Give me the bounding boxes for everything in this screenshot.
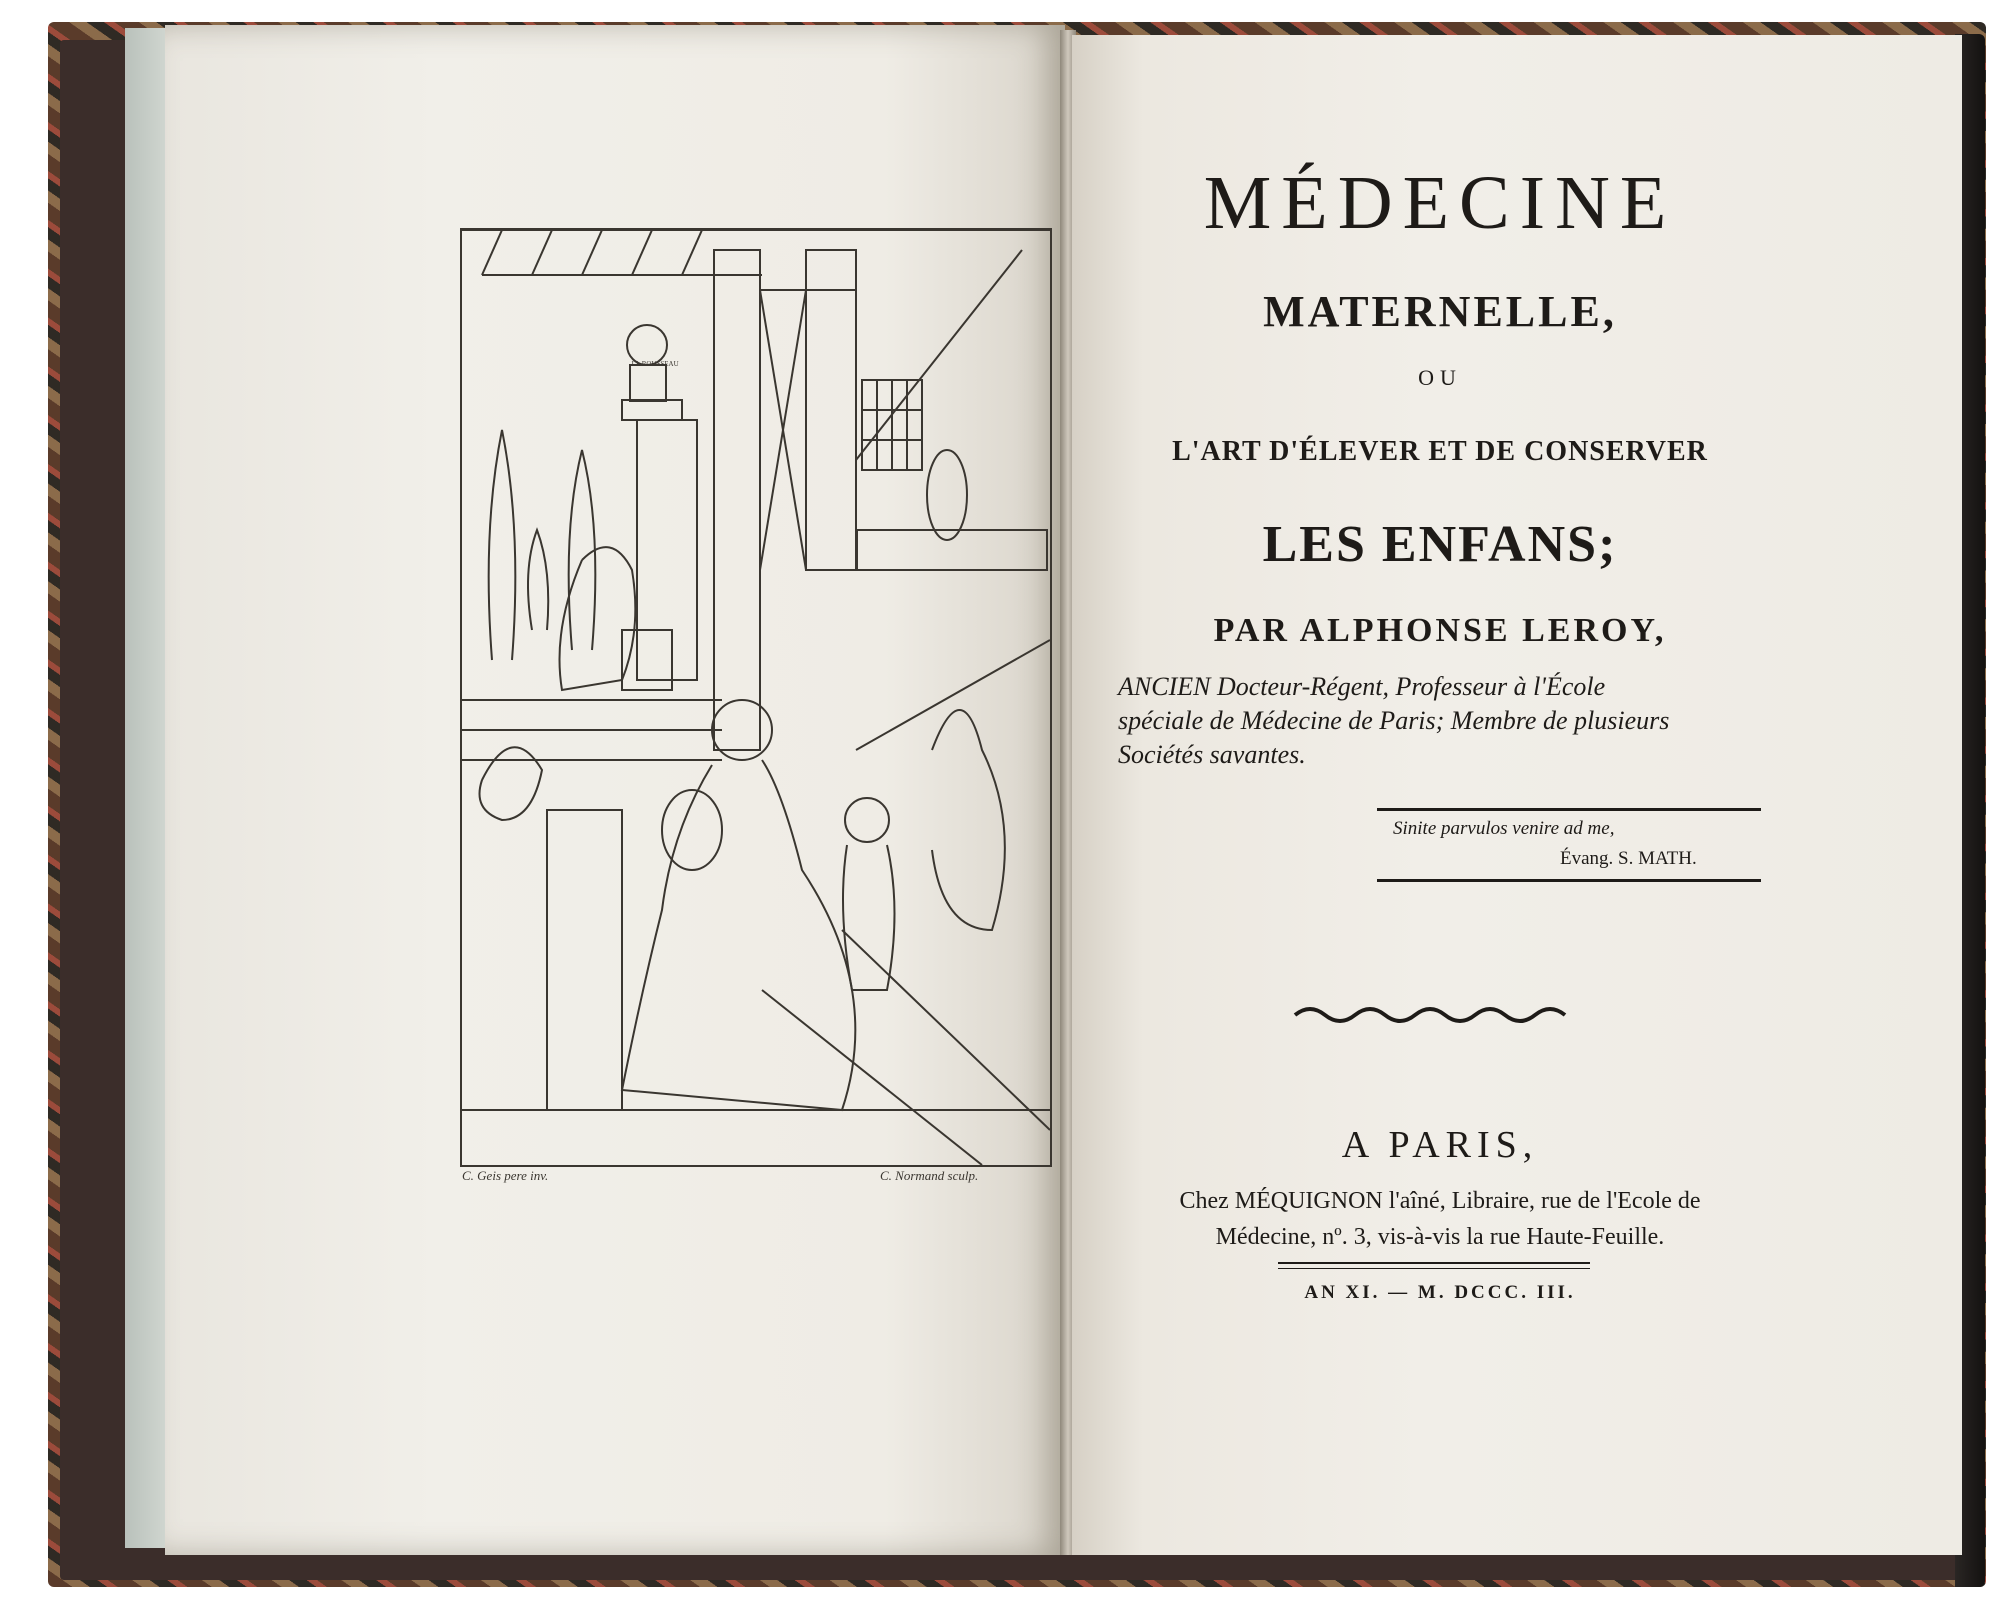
publisher-line: Chez MÉQUIGNON l'aîné, Libraire, rue de l'Ecole de xyxy=(1179,1188,1701,1214)
imprint-date: AN XI. — M. DCCC. III. xyxy=(1304,1282,1576,1303)
author-desc-line: spéciale de Médecine de Paris; Membre de plusieurs xyxy=(1118,706,1670,735)
author-desc-line: Sociétés savantes. xyxy=(1118,740,1306,769)
book-subject: LES ENFANS; xyxy=(1262,516,1618,573)
epigraph-rule-top xyxy=(1377,808,1761,811)
right-page xyxy=(1072,35,1962,1555)
imprint-rule-thin xyxy=(1278,1268,1590,1269)
imprint-place: A PARIS, xyxy=(1341,1124,1539,1166)
epigraph-text: Sinite parvulos venire ad me, xyxy=(1393,818,1615,839)
publisher-line: Médecine, nº. 3, vis-à-vis la rue Haute-Feuille. xyxy=(1215,1224,1665,1250)
engraving-credit-engraver: C. Normand sculp. xyxy=(880,1168,979,1183)
engraving-illustration xyxy=(462,230,1050,1165)
wavy-ornament xyxy=(1290,1003,1580,1027)
epigraph-source: Évang. S. MATH. xyxy=(1560,848,1697,869)
frontispiece-engraving xyxy=(460,228,1052,1167)
imprint-rule xyxy=(1278,1262,1590,1264)
engraving-credit-inventor: C. Geis pere inv. xyxy=(462,1168,549,1183)
book-subtitle: L'ART D'ÉLEVER ET DE CONSERVER xyxy=(1172,436,1708,467)
title-connector: OU xyxy=(1418,365,1462,390)
book-title-sub: MATERNELLE, xyxy=(1263,287,1617,336)
author-desc-line: ANCIEN Docteur-Régent, Professeur à l'École xyxy=(1118,672,1606,701)
epigraph-rule-bottom xyxy=(1377,879,1761,882)
book-title: MÉDECINE xyxy=(1203,161,1677,245)
imprint-publisher xyxy=(1110,1183,1770,1255)
bust-label: J.J. ROUSSEAU xyxy=(631,360,679,368)
author-line: PAR ALPHONSE LEROY, xyxy=(1213,612,1667,649)
author-description xyxy=(1118,670,1788,772)
